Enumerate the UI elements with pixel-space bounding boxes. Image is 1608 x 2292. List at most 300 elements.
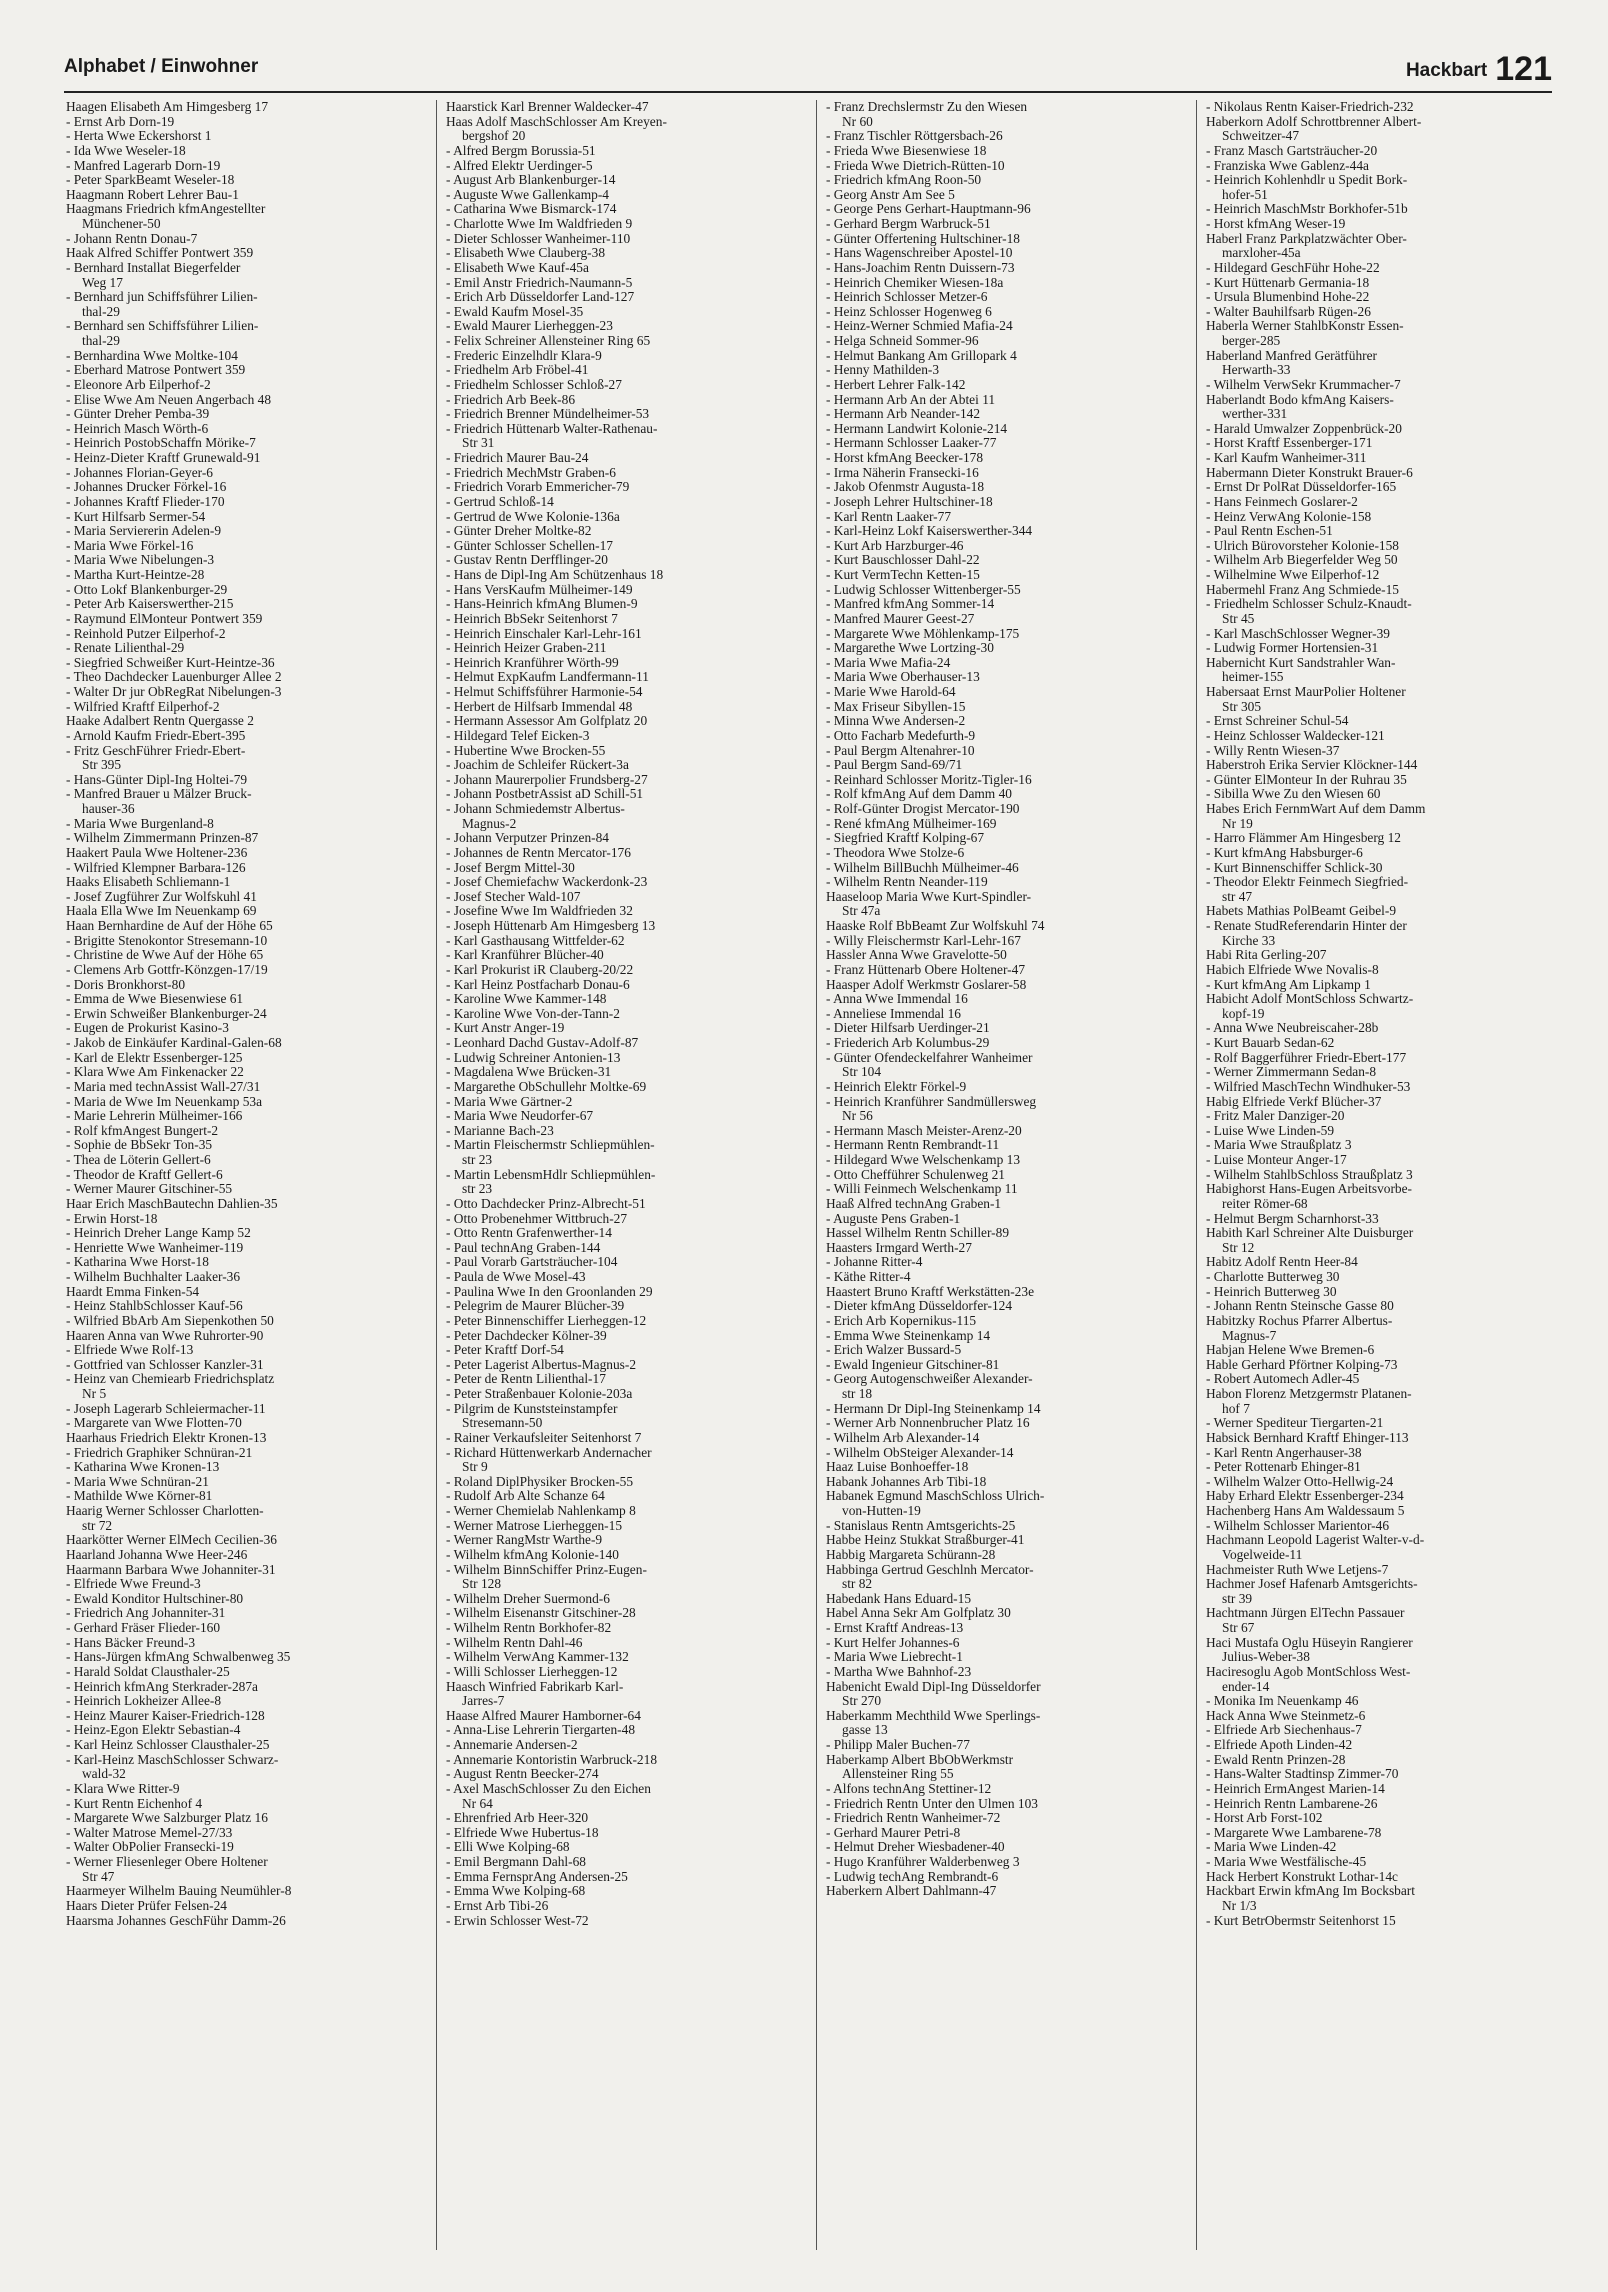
directory-entry-line: - Martha Kurt-Heintze-28 — [66, 568, 205, 582]
directory-entry-line: - Otto Dachdecker Prinz-Albrecht-51 — [446, 1196, 646, 1211]
directory-entry-line: - Helmut Bergm Scharnhorst-33 — [1206, 1211, 1379, 1226]
directory-entry-line: - Klara Wwe Ritter-9 — [66, 1781, 180, 1796]
directory-entry-line: - Werner Spediteur Tiergarten-21 — [1206, 1416, 1384, 1431]
directory-entry-line: - Günter Dreher Moltke-82 — [446, 524, 592, 539]
directory-entry-line: Haci Mustafa Oglu Hüseyin Rangierer — [1206, 1635, 1413, 1650]
directory-entry-line: - Elisabeth Wwe Kauf-45a — [446, 260, 589, 275]
directory-entry-line: - Auguste Pens Graben-1 — [826, 1211, 961, 1226]
directory-entry-line: Hassler Anna Wwe Gravelotte-50 — [826, 948, 1007, 963]
directory-entry-line: - Karl Gasthausang Wittfelder-62 — [446, 933, 625, 948]
directory-entry-line: - Peter Arb Kaiserswerther-215 — [66, 597, 234, 612]
directory-entry-line: - Manfred Maurer Geest-27 — [826, 611, 975, 626]
directory-entry-line: - Heinrich Heizer Graben-211 — [446, 641, 607, 656]
directory-entry-line: - Karl MaschSchlosser Wegner-39 — [1206, 626, 1390, 641]
directory-entry-line: - Alfred Bergm Borussia-51 — [446, 143, 596, 158]
directory-entry-line: - Frederic Einzelhdlr Klara-9 — [446, 348, 602, 363]
running-head — [1406, 50, 1552, 89]
directory-entry-line: - Johannes Drucker Förkel-16 — [66, 480, 227, 495]
directory-entry-line: - Günter Dreher Pemba-39 — [66, 407, 210, 422]
directory-entry-line: Habermann Dieter Konstrukt Brauer-6 — [1206, 465, 1413, 480]
directory-entry-line: Münchener-50 — [82, 217, 161, 231]
directory-entry-line: - Heinrich Masch Wörth-6 — [66, 421, 209, 436]
directory-entry-line: - Karl Kranführer Blücher-40 — [446, 948, 604, 963]
directory-entry-line: - Monika Im Neuenkamp 46 — [1206, 1694, 1359, 1709]
directory-entry-line: - Katharina Wwe Horst-18 — [66, 1255, 209, 1270]
directory-entry-line: - Günter Schlosser Schellen-17 — [446, 538, 613, 553]
directory-entry-line: - Franziska Wwe Gablenz-44a — [1206, 158, 1369, 173]
directory-entry-line: - Ernst Dr PolRat Düsseldorfer-165 — [1206, 480, 1397, 495]
directory-entry-line: - Helmut Bankang Am Grillopark 4 — [826, 348, 1017, 363]
directory-entry-line: - Hermann Schlosser Laaker-77 — [826, 436, 997, 451]
directory-entry-line: - Otto Chefführer Schulenweg 21 — [826, 1167, 1005, 1182]
directory-entry-line: - Arnold Kaufm Friedr-Ebert-395 — [66, 728, 246, 743]
directory-entry-line: wald-32 — [82, 1767, 126, 1782]
directory-entry-line: hof 7 — [1222, 1401, 1250, 1416]
directory-entry-line: Schweitzer-47 — [1222, 129, 1300, 144]
directory-entry-line: - Renate Lilienthal-29 — [66, 641, 185, 656]
directory-entry-line: - Josefine Wwe Im Waldfrieden 32 — [446, 904, 633, 919]
directory-entry-line: - Hugo Kranführer Walderbenweg 3 — [826, 1855, 1020, 1869]
directory-entry-line: - Pelegrim de Maurer Blücher-39 — [446, 1299, 625, 1314]
directory-entry-line: - Reinhard Schlosser Moritz-Tigler-16 — [826, 772, 1032, 787]
directory-entry-line: - Joseph Hüttenarb Am Himgesberg 13 — [446, 919, 656, 933]
directory-entry-line: - Wilhelm Arb Biegerfelder Weg 50 — [1206, 553, 1398, 568]
directory-entry-line: - Ulrich Bürovorsteher Kolonie-158 — [1206, 538, 1400, 553]
directory-entry-line: Hachtmann Jürgen ElTechn Passauer — [1206, 1606, 1405, 1621]
directory-entry-line: - Hermann Landwirt Kolonie-214 — [826, 421, 1008, 436]
directory-entry-line: - Maria de Wwe Im Neuenkamp 53a — [66, 1094, 263, 1109]
directory-entry-line: - Kurt Bauschlosser Dahl-22 — [826, 553, 980, 568]
directory-entry-line: Haagmans Friedrich kfmAngestellter — [66, 202, 266, 217]
directory-entry-line: - Karl Heinz Schlosser Clausthaler-25 — [66, 1738, 270, 1752]
directory-entry-line: - Günter Offertening Hultschiner-18 — [826, 231, 1020, 246]
directory-entry-line: - Reinhold Putzer Eilperhof-2 — [66, 626, 226, 641]
directory-entry-line: - Wilhelm BillBuchh Mülheimer-46 — [826, 860, 1019, 875]
directory-entry-line: Habon Florenz Metzgermstr Platanen- — [1206, 1387, 1412, 1401]
directory-entry-line: - Maria Wwe Burgenland-8 — [66, 816, 214, 831]
directory-entry-line: - Johannes Kraftf Flieder-170 — [66, 494, 225, 509]
directory-entry-line: Habersaat Ernst MaurPolier Holtener — [1206, 685, 1406, 699]
directory-entry-line: berger-285 — [1222, 334, 1281, 348]
directory-entry-line: - Hermann Arb Neander-142 — [826, 407, 981, 422]
directory-entry-line: - Siegfried Schweißer Kurt-Heintze-36 — [66, 655, 275, 670]
directory-entry-line: - Gottfried van Schlosser Kanzler-31 — [66, 1357, 264, 1372]
directory-entry-line: Habitzky Rochus Pfarrer Albertus- — [1206, 1313, 1393, 1328]
directory-entry-line: - Ludwig Former Hortensien-31 — [1206, 641, 1379, 656]
directory-entry-line: - Helmut Dreher Wiesbadener-40 — [826, 1840, 1005, 1855]
directory-entry-line: - Emma Wwe Steinenkamp 14 — [826, 1328, 991, 1343]
directory-entry-line: - Jakob de Einkäufer Kardinal-Galen-68 — [66, 1036, 282, 1050]
directory-entry-line: - Friedhelm Arb Fröbel-41 — [446, 363, 589, 378]
directory-entry-line: - Josef Zugführer Zur Wolfskuhl 41 — [66, 889, 257, 904]
directory-entry-line: Haake Adalbert Rentn Quergasse 2 — [66, 714, 254, 729]
directory-entry-line: Habanek Egmund MaschSchloss Ulrich- — [826, 1489, 1045, 1504]
directory-entry-line: - Johanne Ritter-4 — [826, 1255, 923, 1270]
directory-entry-line: - Friedrich Arb Beek-86 — [446, 392, 576, 407]
directory-entry-line: - Martin LebensmHdlr Schliepmühlen- — [446, 1167, 656, 1182]
directory-entry-line: - Walter ObPolier Fransecki-19 — [66, 1840, 234, 1855]
directory-entry-line: - Ewald Konditor Hultschiner-80 — [66, 1591, 244, 1606]
directory-entry-line: - Hans de Dipl-Ing Am Schützenhaus 18 — [446, 568, 664, 582]
column-divider — [436, 100, 437, 2250]
directory-entry-line: - Mathilde Wwe Körner-81 — [66, 1489, 213, 1504]
directory-entry-line: - Werner Maurer Gitschiner-55 — [66, 1182, 233, 1197]
directory-entry-line: str 23 — [462, 1182, 493, 1197]
directory-entry-line: str 39 — [1222, 1591, 1253, 1606]
directory-entry-line: - Peter Rottenarb Ehinger-81 — [1206, 1460, 1361, 1475]
directory-entry-line: - Christine de Wwe Auf der Höhe 65 — [66, 948, 264, 963]
directory-entry-line: Habig Elfriede Verkf Blücher-37 — [1206, 1094, 1382, 1109]
directory-entry-line: Vogelweide-11 — [1222, 1547, 1303, 1562]
directory-entry-line: - Johann Schmiedemstr Albertus- — [446, 802, 625, 816]
directory-entry-line: - Elli Wwe Kolping-68 — [446, 1840, 570, 1855]
directory-entry-line: Habitz Adolf Rentn Heer-84 — [1206, 1255, 1358, 1270]
directory-entry-line: - Willi Schlosser Lierheggen-12 — [446, 1664, 618, 1679]
directory-entry-line: - Heinrich PostobSchaffn Mörike-7 — [66, 436, 256, 451]
directory-entry-line: Haberkern Albert Dahlmann-47 — [826, 1884, 997, 1899]
directory-entry-line: - Friedhelm Schlosser Schulz-Knaudt- — [1206, 597, 1412, 612]
directory-entry-line: - Kurt Arb Harzburger-46 — [826, 538, 964, 553]
directory-entry-line: - Heinrich ErmAngest Marien-14 — [1206, 1781, 1385, 1796]
directory-entry-line: - Joachim de Schleifer Rückert-3a — [446, 758, 629, 773]
directory-entry-line: - Emma de Wwe Biesenwiese 61 — [66, 992, 244, 1007]
directory-entry-line: - Wilhelmine Wwe Eilperhof-12 — [1206, 568, 1380, 582]
directory-entry-line: - Hermann Rentn Rembrandt-11 — [826, 1138, 1000, 1153]
directory-column-4 — [1206, 100, 1571, 2260]
directory-entry-line: Haaz Luise Bonhoeffer-18 — [826, 1460, 969, 1475]
directory-entry-line: - Bernhard Installat Biegerfelder — [66, 260, 241, 275]
directory-entry-line: - Karl Rentn Laaker-77 — [826, 509, 952, 524]
directory-entry-line: Magnus-2 — [462, 816, 517, 831]
directory-entry-line: - Auguste Wwe Gallenkamp-4 — [446, 187, 610, 202]
directory-entry-line: Habbinga Gertrud Geschlnh Mercator- — [826, 1562, 1034, 1577]
directory-entry-line: - Frieda Wwe Dietrich-Rütten-10 — [826, 158, 1005, 173]
directory-entry-line: Nr 64 — [462, 1796, 493, 1811]
directory-entry-line: Str 104 — [842, 1065, 882, 1080]
directory-entry-line: - Rudolf Arb Alte Schanze 64 — [446, 1489, 605, 1504]
directory-entry-line: - Robert Automech Adler-45 — [1206, 1372, 1360, 1387]
directory-entry-line: - Rolf Baggerführer Friedr-Ebert-177 — [1206, 1050, 1407, 1065]
directory-entry-line: - Heinz StahlbSchlosser Kauf-56 — [66, 1299, 243, 1314]
directory-entry-line: Haberstroh Erika Servier Klöckner-144 — [1206, 758, 1418, 773]
directory-entry-line: Haasch Winfried Fabrikarb Karl- — [446, 1679, 624, 1694]
directory-entry-line: - Heinz-Dieter Kraftf Grunewald-91 — [66, 451, 261, 465]
directory-entry-line: Haaß Alfred technAng Graben-1 — [826, 1196, 1002, 1211]
directory-entry-line: - Paul technAng Graben-144 — [446, 1240, 601, 1255]
directory-entry-line: - Heinrich Rentn Lambarene-26 — [1206, 1796, 1378, 1811]
directory-entry-line: - Peter Lagerist Albertus-Magnus-2 — [446, 1357, 637, 1372]
directory-entry-line: - Kurt kfmAng Habsburger-6 — [1206, 845, 1363, 860]
directory-entry-line: - Kurt VermTechn Ketten-15 — [826, 568, 980, 582]
directory-entry-line: - Johann Maurerpolier Frundsberg-27 — [446, 772, 648, 787]
directory-entry-line: - Max Friseur Sibyllen-15 — [826, 699, 966, 714]
directory-entry-line: - Heinz Schlosser Waldecker-121 — [1206, 728, 1385, 743]
directory-entry-line: - Ewald Ingenieur Gitschiner-81 — [826, 1357, 1000, 1372]
directory-entry-line: - Theodora Wwe Stolze-6 — [826, 845, 965, 860]
directory-entry-line: - Ehrenfried Arb Heer-320 — [446, 1811, 589, 1826]
directory-entry-line: - Heinz Maurer Kaiser-Friedrich-128 — [66, 1708, 265, 1723]
directory-entry-line: - Johann Rentn Donau-7 — [66, 231, 198, 246]
directory-entry-line: - Georg Autogenschweißer Alexander- — [826, 1372, 1033, 1387]
directory-entry-line: - Heinz-Egon Elektr Sebastian-4 — [66, 1723, 241, 1738]
directory-entry-line: Haaren Anna van Wwe Ruhrorter-90 — [66, 1328, 264, 1343]
directory-entry-line: - Otto Facharb Medefurth-9 — [826, 728, 976, 743]
directory-entry-line: - Elisabeth Wwe Clauberg-38 — [446, 246, 606, 261]
directory-entry-line: - Sophie de BbSekr Ton-35 — [66, 1138, 213, 1153]
directory-entry-line: - Henny Mathilden-3 — [826, 363, 940, 378]
directory-entry-line: - Paul Rentn Eschen-51 — [1206, 524, 1333, 539]
directory-entry-line: Julius-Weber-38 — [1222, 1650, 1310, 1665]
directory-entry-line: heimer-155 — [1222, 670, 1284, 685]
directory-entry-line: - Friedrich Graphiker Schnüran-21 — [66, 1445, 253, 1460]
directory-entry-line: - Rolf kfmAng Auf dem Damm 40 — [826, 787, 1012, 802]
directory-entry-line: - George Pens Gerhart-Hauptmann-96 — [826, 202, 1031, 217]
directory-entry-line: reiter Römer-68 — [1222, 1196, 1308, 1211]
directory-entry-line: - Elfriede Wwe Rolf-13 — [66, 1343, 194, 1358]
directory-entry-line: - Heinrich Dreher Lange Kamp 52 — [66, 1226, 251, 1241]
directory-entry-line: - Heinrich Einschaler Karl-Lehr-161 — [446, 626, 642, 641]
directory-entry-line: Hachmeister Ruth Wwe Letjens-7 — [1206, 1562, 1389, 1577]
directory-entry-line: - Josef Stecher Wald-107 — [446, 889, 581, 904]
directory-entry-line: Nr 19 — [1222, 816, 1253, 831]
directory-entry-line: Haberl Franz Parkplatzwächter Ober- — [1206, 231, 1407, 246]
directory-entry-line: - Karl-Heinz Lokf Kaiserswerther-344 — [826, 524, 1033, 539]
directory-entry-line: - Herta Wwe Eckershorst 1 — [66, 129, 212, 144]
directory-entry-line: - Elfriede Wwe Hubertus-18 — [446, 1825, 599, 1840]
directory-entry-line: - Friedrich MechMstr Graben-6 — [446, 465, 616, 480]
directory-entry-line: - Kurt BetrObermstr Seitenhorst 15 — [1206, 1913, 1396, 1928]
directory-entry-line: - Philipp Maler Buchen-77 — [826, 1738, 970, 1752]
directory-entry-line: Hassel Wilhelm Rentn Schiller-89 — [826, 1226, 1010, 1241]
directory-entry-line: - Annemarie Kontoristin Warbruck-218 — [446, 1752, 658, 1767]
directory-column-1 — [66, 100, 431, 2260]
directory-entry-line: Habich Elfriede Wwe Novalis-8 — [1206, 962, 1379, 977]
directory-entry-line: - Friedrich Brenner Mündelheimer-53 — [446, 407, 650, 422]
directory-entry-line: - Brigitte Stenokontor Stresemann-10 — [66, 933, 268, 948]
directory-entry-line: - Kurt Helfer Johannes-6 — [826, 1635, 960, 1650]
directory-entry-line: - Martin Fleischermstr Schliepmühlen- — [446, 1138, 655, 1153]
directory-entry-line: - Rainer Verkaufsleiter Seitenhorst 7 — [446, 1430, 642, 1445]
directory-entry-line: - Hans Wagenschreiber Apostel-10 — [826, 246, 1013, 261]
directory-entry-line: Haaske Rolf BbBeamt Zur Wolfskuhl 74 — [826, 919, 1045, 933]
directory-entry-line: - Friedrich Rentn Unter den Ulmen 103 — [826, 1796, 1038, 1811]
directory-entry-line: str 47 — [1222, 889, 1253, 904]
directory-entry-line: - Günter ElMonteur In der Ruhrau 35 — [1206, 772, 1407, 787]
directory-entry-line: - Axel MaschSchlosser Zu den Eichen — [446, 1781, 651, 1796]
directory-entry-line: Nr 5 — [82, 1387, 107, 1401]
directory-entry-line: - Walter Matrose Memel-27/33 — [66, 1825, 233, 1840]
directory-entry-line: - Heinz-Werner Schmied Mafia-24 — [826, 319, 1013, 334]
directory-entry-line: Stresemann-50 — [462, 1416, 543, 1431]
directory-entry-line: - Hermann Arb An der Abtei 11 — [826, 392, 996, 407]
directory-column-2 — [446, 100, 811, 2260]
directory-entry-line: - Friedrich Vorarb Emmericher-79 — [446, 480, 630, 495]
directory-entry-line: - Wilhelm Dreher Suermond-6 — [446, 1591, 610, 1606]
directory-entry-line: Str 45 — [1222, 611, 1255, 626]
directory-entry-line: Habenicht Ewald Dipl-Ing Düsseldorfer — [826, 1679, 1041, 1694]
directory-entry-line: - Annemarie Andersen-2 — [446, 1738, 578, 1752]
directory-entry-line: Weg 17 — [82, 275, 123, 290]
directory-entry-line: - Walter Bauhilfsarb Rügen-26 — [1206, 304, 1371, 319]
directory-entry-line: von-Hutten-19 — [842, 1504, 921, 1518]
directory-entry-line: Haarig Werner Schlosser Charlotten- — [66, 1504, 264, 1518]
directory-entry-line: - Hubertine Wwe Brocken-55 — [446, 743, 606, 758]
directory-entry-line: - Wilhelm Buchhalter Laaker-36 — [66, 1270, 241, 1284]
directory-entry-line: Haasper Adolf Werkmstr Goslarer-58 — [826, 977, 1027, 992]
directory-entry-line: Habernicht Kurt Sandstrahler Wan- — [1206, 655, 1396, 670]
directory-entry-line: str 72 — [82, 1518, 113, 1533]
directory-entry-line: Haala Ella Wwe Im Neuenkamp 69 — [66, 904, 257, 919]
directory-entry-line: - Werner RangMstr Warthe-9 — [446, 1533, 603, 1548]
directory-entry-line: - Ewald Maurer Lierheggen-23 — [446, 319, 613, 334]
directory-entry-line: Nr 1/3 — [1222, 1898, 1257, 1913]
directory-entry-line: - August Arb Blankenburger-14 — [446, 173, 616, 188]
directory-entry-line: Str 12 — [1222, 1240, 1255, 1255]
directory-entry-line: - René kfmAng Mülheimer-169 — [826, 816, 997, 831]
directory-entry-line: - Hildegard GeschFühr Hohe-22 — [1206, 260, 1380, 275]
directory-entry-line: - Richard Hüttenwerkarb Andernacher — [446, 1445, 652, 1460]
directory-entry-line: - Maria Serviererin Adelen-9 — [66, 524, 222, 539]
directory-entry-line: - Werner Zimmermann Sedan-8 — [1206, 1065, 1377, 1080]
directory-entry-line: kopf-19 — [1222, 1006, 1265, 1021]
directory-entry-line: - Maria Wwe Schnüran-21 — [66, 1474, 209, 1489]
directory-entry-line: - Henriette Wwe Wanheimer-119 — [66, 1240, 244, 1255]
directory-entry-line: Haarmann Barbara Wwe Johanniter-31 — [66, 1562, 276, 1577]
directory-entry-line: - Johannes de Rentn Mercator-176 — [446, 845, 631, 860]
directory-entry-line: - Heinrich Kranführer Wörth-99 — [446, 655, 619, 670]
directory-entry-line: - Gertrud de Wwe Kolonie-136a — [446, 509, 620, 524]
directory-entry-line: - Peter Straßenbauer Kolonie-203a — [446, 1387, 633, 1401]
directory-entry-line: - Josef Chemiefachw Wackerdonk-23 — [446, 875, 648, 890]
directory-entry-line: - Erwin Schlosser West-72 — [446, 1913, 589, 1928]
directory-entry-line: - Anna Wwe Neubreiscaher-28b — [1206, 1021, 1379, 1036]
directory-entry-line: - Friedhelm Schlosser Schloß-27 — [446, 377, 622, 392]
directory-entry-line: Habighorst Hans-Eugen Arbeitsvorbe- — [1206, 1182, 1413, 1197]
directory-entry-line: Str 67 — [1222, 1621, 1255, 1635]
directory-entry-line: - Werner Matrose Lierheggen-15 — [446, 1518, 623, 1533]
directory-entry-line: - Gerhard Bergm Warbruck-51 — [826, 217, 991, 231]
directory-entry-line: - Herbert de Hilfsarb Immendal 48 — [446, 699, 633, 714]
directory-entry-line: Haakert Paula Wwe Holtener-236 — [66, 845, 248, 860]
directory-entry-line: Habith Karl Schreiner Alte Duisburger — [1206, 1226, 1414, 1241]
directory-entry-line: - Ewald Kaufm Mosel-35 — [446, 304, 584, 319]
directory-entry-line: Haasters Irmgard Werth-27 — [826, 1240, 972, 1255]
directory-entry-line: - Ludwig Schlosser Wittenberger-55 — [826, 582, 1021, 597]
directory-entry-line: - Werner Chemielab Nahlenkamp 8 — [446, 1504, 636, 1518]
directory-entry-line: - Friedrich Ang Johanniter-31 — [66, 1606, 226, 1621]
directory-entry-line: - Helmut ExpKaufm Landfermann-11 — [446, 670, 649, 685]
directory-entry-line: - Heinz Schlosser Hogenweg 6 — [826, 304, 992, 319]
directory-entry-line: - Eugen de Prokurist Kasino-3 — [66, 1021, 229, 1036]
directory-entry-line: - Wilhelm VerwAng Kammer-132 — [446, 1650, 629, 1665]
directory-entry-line: - Anna Wwe Immendal 16 — [826, 992, 968, 1007]
directory-entry-line: - Wilhelm Rentn Dahl-46 — [446, 1635, 583, 1650]
directory-entry-line: - Erich Arb Düsseldorfer Land-127 — [446, 290, 635, 305]
directory-entry-line: Hachmann Leopold Lagerist Walter-v-d- — [1206, 1533, 1425, 1548]
directory-entry-line: - Gertrud Schloß-14 — [446, 494, 554, 509]
directory-entry-line: - Willy Rentn Wiesen-37 — [1206, 743, 1340, 758]
directory-entry-line: - Wilhelm kfmAng Kolonie-140 — [446, 1547, 619, 1562]
directory-entry-line: - Charlotte Wwe Im Waldfrieden 9 — [446, 217, 633, 231]
directory-entry-line: - Karl-Heinz MaschSchlosser Schwarz- — [66, 1752, 279, 1767]
directory-entry-line: - Magdalena Wwe Brücken-31 — [446, 1065, 612, 1080]
directory-entry-line: Hack Herbert Konstrukt Lothar-14c — [1206, 1869, 1398, 1884]
directory-entry-line: - Willi Feinmech Welschenkamp 11 — [826, 1182, 1018, 1197]
directory-entry-line: - Horst kfmAng Weser-19 — [1206, 217, 1346, 231]
directory-entry-line: - Bernhardina Wwe Moltke-104 — [66, 348, 238, 363]
directory-entry-line: - Wilhelm Arb Alexander-14 — [826, 1430, 980, 1445]
column-divider — [1196, 100, 1197, 2250]
directory-entry-line: - Peter de Rentn Lilienthal-17 — [446, 1372, 606, 1387]
directory-entry-line: - Martha Wwe Bahnhof-23 — [826, 1664, 972, 1679]
directory-entry-line: - Maria Wwe Liebrecht-1 — [826, 1650, 963, 1665]
directory-entry-line: - Horst Kraftf Essenberger-171 — [1206, 436, 1373, 451]
directory-entry-line: - Heinrich Elektr Förkel-9 — [826, 1079, 967, 1094]
directory-entry-line: ender-14 — [1222, 1679, 1270, 1694]
directory-entry-line: - Karoline Wwe Von-der-Tann-2 — [446, 1006, 620, 1021]
directory-entry-line: - Franz Masch Gartsträucher-20 — [1206, 143, 1378, 158]
directory-entry-line: - Karl Rentn Angerhauser-38 — [1206, 1445, 1362, 1460]
directory-entry-line: - Irma Näherin Fransecki-16 — [826, 465, 979, 480]
directory-entry-line: - Maria Wwe Straußplatz 3 — [1206, 1138, 1352, 1153]
directory-entry-line: - Hans Bäcker Freund-3 — [66, 1635, 196, 1650]
directory-entry-line: - Maria Wwe Neudorfer-67 — [446, 1109, 594, 1124]
directory-entry-line: - Otto Lokf Blankenburger-29 — [66, 582, 228, 597]
directory-entry-line: - Heinrich Schlosser Metzer-6 — [826, 290, 988, 305]
directory-entry-line: - Karl de Elektr Essenberger-125 — [66, 1050, 243, 1065]
directory-entry-line: - Herbert Lehrer Falk-142 — [826, 377, 966, 392]
directory-entry-line: - Elfriede Arb Siechenhaus-7 — [1206, 1723, 1362, 1738]
directory-entry-line: - Theo Dachdecker Lauenburger Allee 2 — [66, 670, 282, 685]
directory-entry-line: - Anneliese Immendal 16 — [826, 1006, 961, 1021]
directory-entry-line: - Peter Dachdecker Kölner-39 — [446, 1328, 607, 1343]
directory-entry-line: - Hans-Jürgen kfmAng Schwalbenweg 35 — [66, 1650, 291, 1665]
directory-entry-line: - Elfriede Apoth Linden-42 — [1206, 1738, 1353, 1752]
directory-entry-line: - Clemens Arb Gottfr-Könzgen-17/19 — [66, 962, 268, 977]
directory-entry-line: - Manfred Lagerarb Dorn-19 — [66, 158, 221, 173]
directory-entry-line: - Ernst Schreiner Schul-54 — [1206, 714, 1349, 729]
directory-entry-line: - Luise Monteur Anger-17 — [1206, 1153, 1347, 1167]
directory-entry-line: - Josef Bergm Mittel-30 — [446, 860, 575, 875]
directory-entry-line: - Fritz Maler Danziger-20 — [1206, 1109, 1345, 1124]
directory-entry-line: - Doris Bronkhorst-80 — [66, 977, 186, 992]
directory-entry-line: Str 270 — [842, 1694, 882, 1709]
directory-entry-line: - Friedrich Rentn Wanheimer-72 — [826, 1811, 1001, 1826]
directory-entry-line: Nr 56 — [842, 1109, 873, 1124]
directory-entry-line: - Leonhard Dachd Gustav-Adolf-87 — [446, 1036, 639, 1050]
directory-entry-line: - Peter SparkBeamt Weseler-18 — [66, 173, 235, 188]
directory-entry-line: Habel Anna Sekr Am Golfplatz 30 — [826, 1606, 1011, 1621]
directory-entry-line: - Ewald Rentn Prinzen-28 — [1206, 1752, 1346, 1767]
directory-entry-line: Jarres-7 — [462, 1694, 505, 1709]
directory-entry-line: - Wilhelm Walzer Otto-Hellwig-24 — [1206, 1474, 1394, 1489]
directory-entry-line: Haarstick Karl Brenner Waldecker-47 — [446, 100, 649, 114]
directory-entry-line: Haagmann Robert Lehrer Bau-1 — [66, 187, 239, 202]
directory-entry-line: Haberla Werner StahlbKonstr Essen- — [1206, 319, 1404, 334]
directory-entry-line: - Dieter kfmAng Düsseldorfer-124 — [826, 1299, 1013, 1314]
directory-entry-line: - Thea de Löterin Gellert-6 — [66, 1153, 211, 1167]
running-keyword: Hackbart — [1405, 60, 1488, 81]
directory-entry-line: - Hildegard Wwe Welschenkamp 13 — [826, 1153, 1021, 1167]
directory-entry-line: - Margarethe ObSchullehr Moltke-69 — [446, 1079, 647, 1094]
directory-entry-line: Haberkamp Albert BbObWerkmstr — [826, 1752, 1014, 1767]
directory-entry-line: - Ludwig techAng Rembrandt-6 — [826, 1869, 999, 1884]
directory-entry-line: - Margarete van Wwe Flotten-70 — [66, 1416, 242, 1431]
directory-entry-line: - Karl Kaufm Wanheimer-311 — [1206, 451, 1367, 465]
directory-entry-line: - Ludwig Schreiner Antonien-13 — [446, 1050, 621, 1065]
directory-entry-line: Magnus-7 — [1222, 1328, 1277, 1343]
directory-entry-line: - Harald Umwalzer Zoppenbrück-20 — [1206, 421, 1402, 436]
